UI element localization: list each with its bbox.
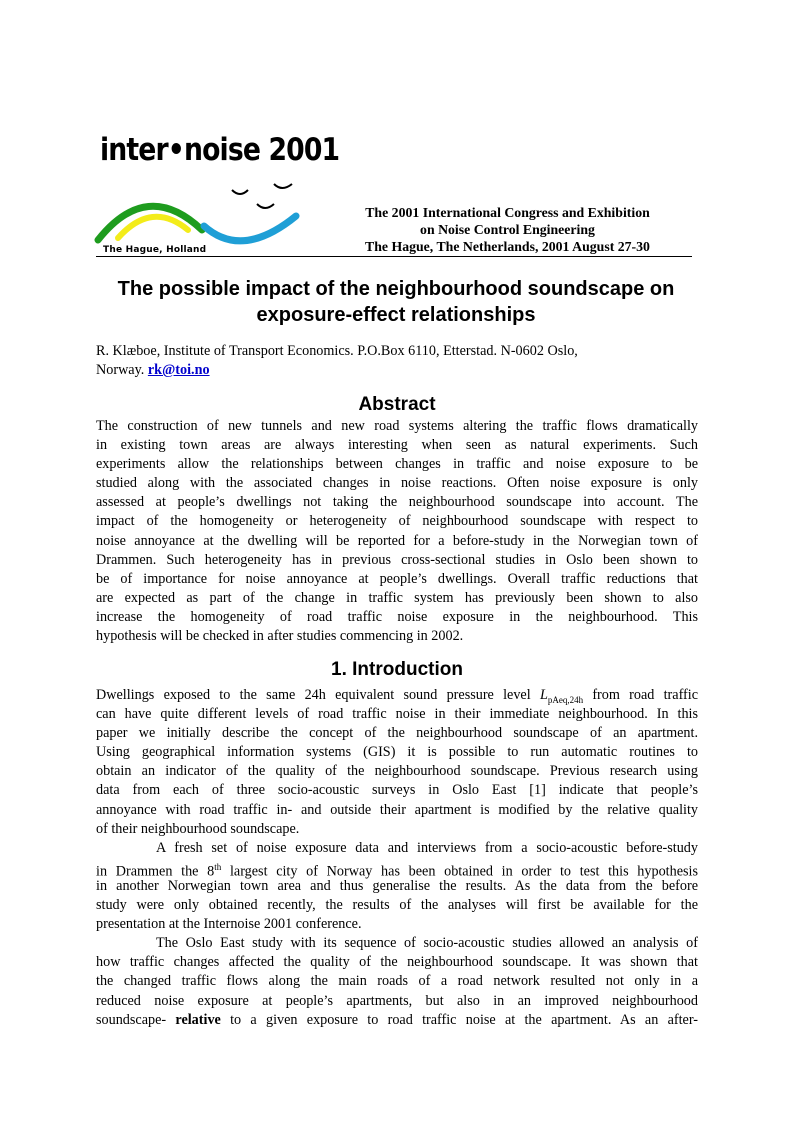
text-line: Drammen. Such heterogeneity has in previous cross-sectional studies in Oslo been shown to bbox=[96, 551, 698, 568]
text-line: assessed at people’s dwellings not taking the neighbourhood soundscape into account. The bbox=[96, 494, 698, 511]
logo-text: inter•noise 2001 bbox=[100, 132, 340, 168]
text-line: data from each of three socio-acoustic surveys in Oslo East [1] indicate that people’s bbox=[96, 782, 698, 799]
conference-line: The Hague, The Netherlands, 2001 August 27-30 bbox=[365, 239, 650, 254]
conference-line: on Noise Control Engineering bbox=[420, 222, 595, 237]
text-line: experiments allow the relationships between changes in traffic and noise exposure to be bbox=[96, 456, 698, 473]
author-email-link[interactable]: rk@toi.no bbox=[147, 362, 210, 378]
title-line: The possible impact of the neighbourhood soundscape on bbox=[117, 278, 675, 300]
text-line bbox=[96, 686, 698, 705]
text-segment: Dwellings exposed to the same 24h equivalent sound pressure level bbox=[96, 687, 531, 703]
logo-location: The Hague, Holland bbox=[103, 245, 207, 255]
text-line bbox=[96, 1011, 698, 1030]
conference-line: The 2001 International Congress and Exhibition bbox=[365, 205, 650, 220]
text-line: the changed traffic flows along the main roads of a road network resulted not only in a bbox=[96, 973, 698, 990]
paper-title bbox=[96, 276, 696, 328]
text-line: The Oslo East study with its sequence of socio-acoustic studies allowed an analysis of bbox=[156, 935, 698, 952]
text-segment: in Drammen the 8 bbox=[96, 863, 215, 880]
conference-logo bbox=[100, 132, 340, 178]
author-affiliation: R. Klæboe, Institute of Transport Economics. P.O.Box 6110, Etterstad. N-0602 Oslo, bbox=[96, 343, 578, 359]
text-line: reduced noise exposure at people’s apartments, but also in an improved neighbourhood bbox=[96, 992, 698, 1009]
logo-arcs-graphic bbox=[92, 182, 312, 252]
text-line: noise annoyance at the dwelling will be reported for a before-study in the Norwegian town of bbox=[96, 532, 698, 549]
text-line: be of importance for noise annoyance at people’s dwellings. Overall traffic reductions that bbox=[96, 570, 698, 587]
text-line: A fresh set of noise exposure data and interviews from a socio-acoustic before-study bbox=[156, 839, 698, 856]
bold-word: relative bbox=[175, 1011, 221, 1028]
text-line: hypothesis will be checked in after studies commencing in 2002. bbox=[96, 628, 464, 645]
introduction-heading: 1. Introduction bbox=[331, 659, 463, 680]
text-line: can have quite different levels of road traffic noise in their immediate neighbourhood. In this bbox=[96, 706, 698, 723]
text-line: of their neighbourhood soundscape. bbox=[96, 820, 300, 837]
text-segment: largest city of Norway has been obtained in order to test this hypothesis bbox=[221, 863, 698, 880]
text-line: in existing town areas are always interesting when seen as natural experiments. Such bbox=[96, 437, 698, 454]
text-line: studied along with the associated changes in noise reactions. Often noise exposure is only bbox=[96, 475, 698, 492]
header-rule bbox=[96, 256, 692, 257]
text-line: paper we initially describe the concept of the neighbourhood soundscape of an apartment. bbox=[96, 725, 698, 742]
text-line: impact of the homogeneity or heterogeneity of neighbourhood soundscape with respect to bbox=[96, 513, 698, 530]
text-line: obtain an indicator of the quality of the neighbourhood soundscape. Previous research using bbox=[96, 763, 698, 780]
text-line: The construction of new tunnels and new road systems altering the traffic flows dramatically bbox=[96, 418, 698, 434]
abstract-body bbox=[96, 417, 698, 646]
title-line: exposure-effect relationships bbox=[256, 304, 536, 326]
introduction-body bbox=[96, 686, 698, 1030]
text-line: are expected as part of the change in traffic system has previously been shown to also bbox=[96, 589, 698, 606]
math-subscript: pAeq,24h bbox=[547, 694, 584, 705]
math-symbol: L bbox=[539, 687, 548, 703]
text-line: increase the homogeneity of road traffic noise exposure in the neighbourhood. This bbox=[96, 608, 698, 625]
text-line: study were only obtained recently, the results of the analyses will first be available for the bbox=[96, 897, 698, 914]
text-segment: soundscape- bbox=[96, 1011, 176, 1028]
superscript: th bbox=[214, 861, 222, 872]
author-block bbox=[96, 342, 696, 380]
abstract-heading: Abstract bbox=[358, 394, 436, 415]
text-line: annoyance with road traffic in- and outside their apartment is modified by the relative quality bbox=[96, 801, 698, 818]
author-affiliation-cont bbox=[96, 361, 696, 380]
text-line: presentation at the Internoise 2001 conference. bbox=[96, 916, 362, 933]
text-line: how traffic changes affected the quality of the neighbourhood soundscape. It was shown that bbox=[96, 954, 698, 971]
text-segment: to a given exposure to road traffic noise at the apartment. As an after- bbox=[220, 1011, 698, 1028]
text-line: in another Norwegian town area and thus generalise the results. As the data from the before bbox=[96, 877, 698, 894]
author-country: Norway. bbox=[96, 362, 145, 378]
text-line: Using geographical information systems (GIS) it is possible to run automatic routines to bbox=[96, 744, 698, 761]
conference-info bbox=[330, 204, 685, 255]
text-line bbox=[96, 858, 698, 880]
text-segment: from road traffic bbox=[583, 687, 699, 703]
